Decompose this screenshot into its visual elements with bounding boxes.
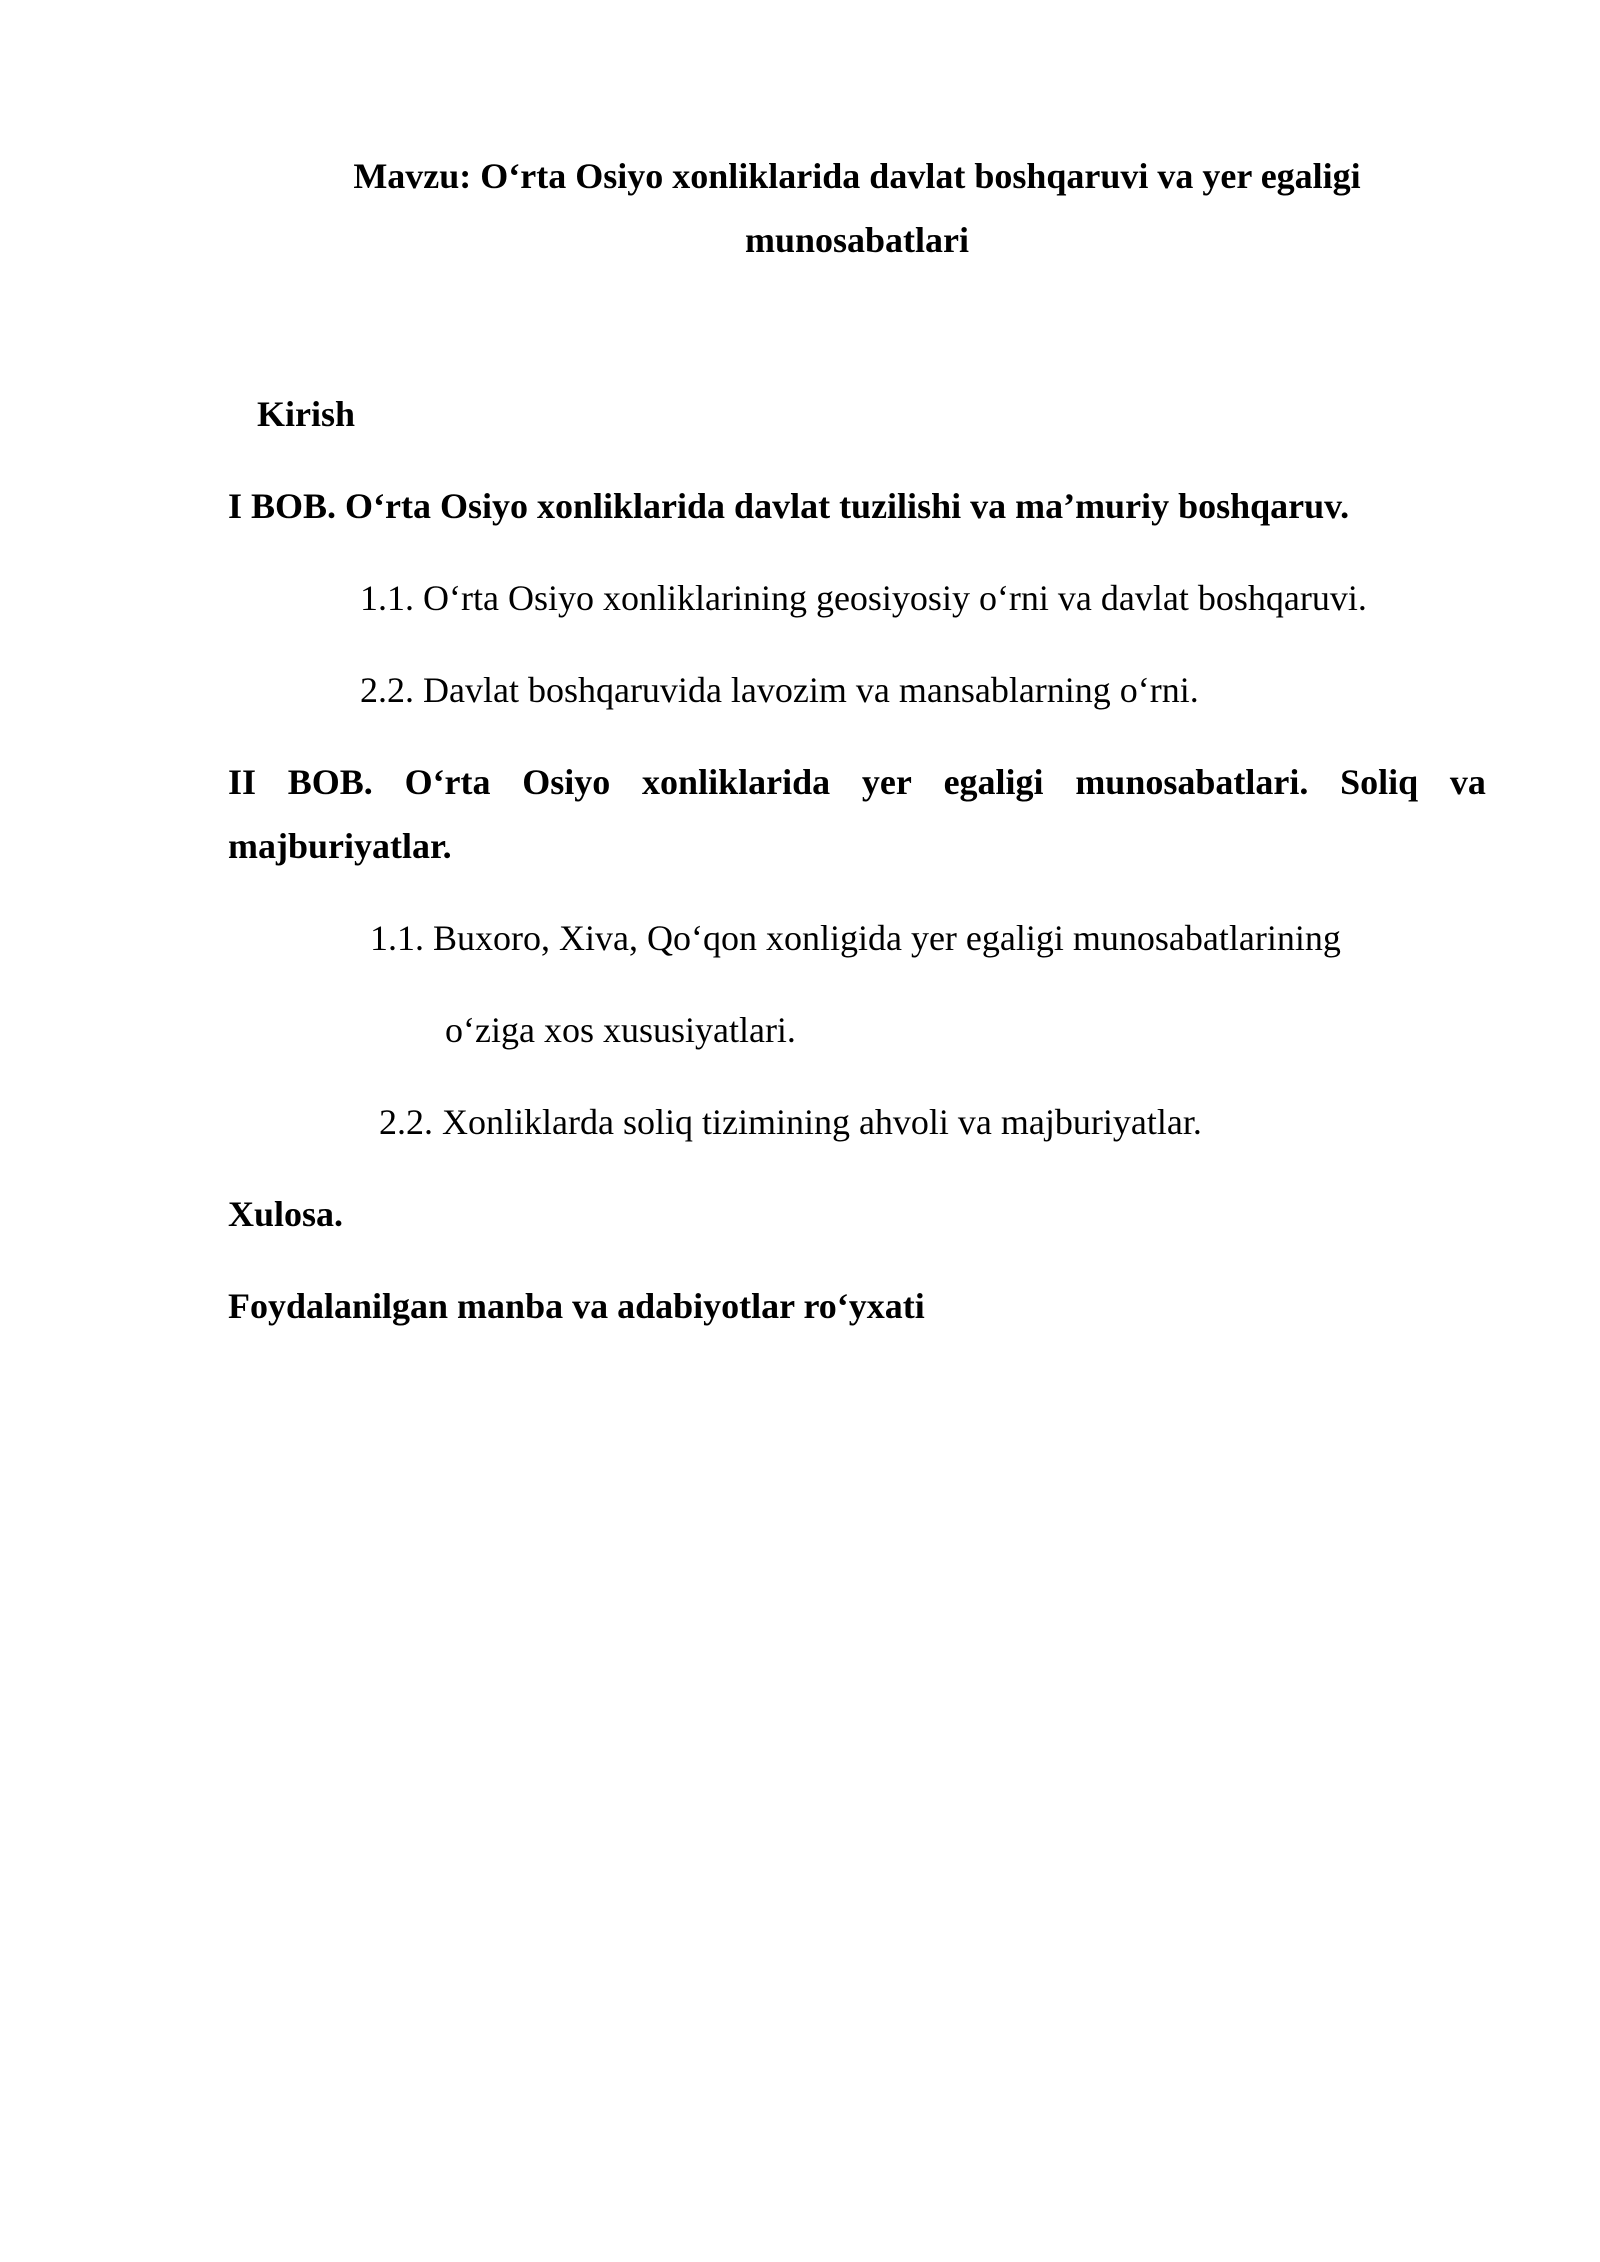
heading-word: Osiyo <box>522 762 611 802</box>
heading-word: egaligi <box>943 762 1044 802</box>
toc-chapter-2-heading-line-1 <box>228 760 1486 804</box>
toc-chapter-2-item-1-line-2: o‘ziga xos xususiyatlari. <box>445 1010 796 1050</box>
heading-word: O‘rta <box>404 762 491 802</box>
heading-word: BOB. <box>287 762 373 802</box>
toc-chapter-2-heading-line-2: majburiyatlar. <box>228 826 452 866</box>
heading-word: Soliq <box>1340 762 1419 802</box>
toc-conclusion: Xulosa. <box>228 1194 344 1234</box>
toc-chapter-2-item-2: 2.2. Xonliklarda soliq tizimining ahvoli va majburiyatlar. <box>379 1102 1202 1142</box>
heading-word: xonliklarida <box>642 762 831 802</box>
toc-intro: Kirish <box>257 394 356 434</box>
document-title-line-2: munosabatlari <box>744 220 970 260</box>
toc-references: Foydalanilgan manba va adabiyotlar ro‘yxati <box>228 1286 925 1326</box>
document-title-line-1: Mavzu: O‘rta Osiyo xonliklarida davlat boshqaruvi va yer egaligi <box>353 156 1361 196</box>
toc-chapter-1-heading: I BOB. O‘rta Osiyo xonliklarida davlat tuzilishi va ma’muriy boshqaruv. <box>228 486 1350 526</box>
heading-word: va <box>1449 762 1486 802</box>
toc-chapter-1-item-1: 1.1. O‘rta Osiyo xonliklarining geosiyosiy o‘rni va davlat boshqaruvi. <box>360 578 1367 618</box>
heading-word: II <box>228 762 257 802</box>
toc-chapter-1-item-2: 2.2. Davlat boshqaruvida lavozim va mansablarning o‘rni. <box>360 670 1199 710</box>
toc-chapter-2-item-1-line-1: 1.1. Buxoro, Xiva, Qo‘qon xonligida yer egaligi munosabatlarining <box>370 918 1341 958</box>
heading-word: yer <box>861 762 912 802</box>
heading-word: munosabatlari. <box>1075 762 1309 802</box>
